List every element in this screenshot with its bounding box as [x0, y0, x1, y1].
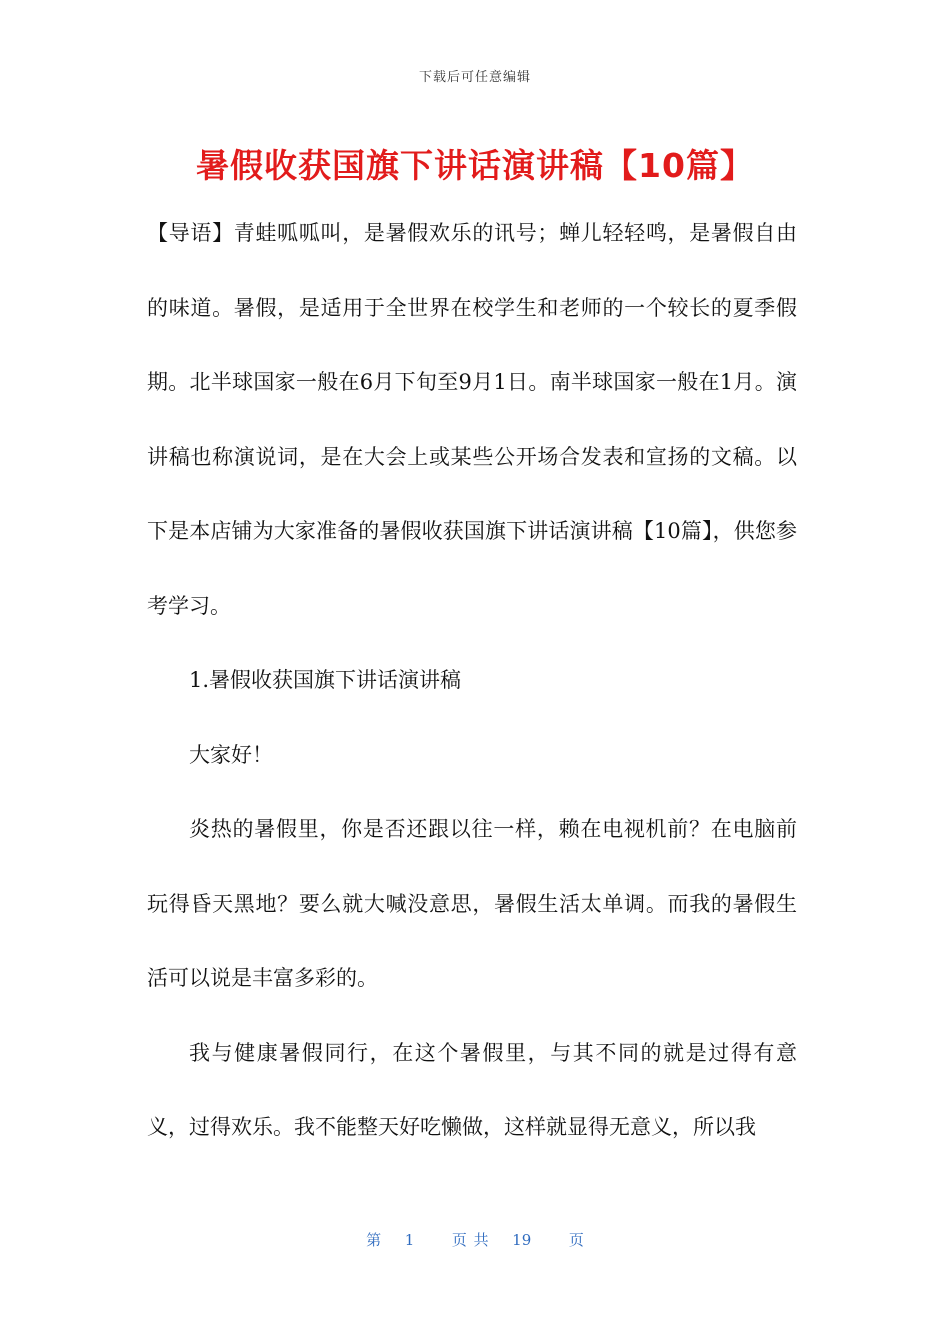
section-heading: 1.暑假收获国旗下讲话演讲稿 [189, 668, 462, 692]
greeting-paragraph: 大家好！ [189, 742, 273, 767]
body-paragraph-2: 我与健康暑假同行，在这个暑假里，与其不同的就是过得有意义，过得欢乐。我不能整天好吃懒做，这样就显得无意义，所以我 [147, 1040, 797, 1139]
intro-paragraph: 【导语】青蛙呱呱叫，是暑假欢乐的讯号；蝉儿轻轻鸣，是暑假自由的味道。暑假，是适用于全世界在校学生和老师的一个较长的夏季假期。北半球国家一般在6月下旬至9月1日。南半球国家一般在1月。演讲稿也称演说词，是在大会上或某些公开场合发表和宣扬的文稿。以下是本店铺为大家准备的暑假收获国旗下讲话演讲稿【10篇】，供您参考学习。 [147, 221, 797, 618]
footer-page-suffix: 页 [568, 1231, 584, 1249]
page-footer [0, 1229, 950, 1250]
footer-current-page: 1 [404, 1231, 415, 1249]
body-paragraph-1: 炎热的暑假里，你是否还跟以往一样，赖在电视机前？在电脑前玩得昏天黑地？要么就大喊没意思，暑假生活太单调。而我的暑假生活可以说是丰富多彩的。 [147, 817, 797, 990]
footer-page-label: 第 [366, 1231, 382, 1249]
page-header-note: 下载后可任意编辑 [418, 70, 531, 85]
footer-total-pages: 19 [512, 1231, 532, 1249]
footer-total-label: 页 共 [451, 1231, 489, 1249]
document-title: 暑假收获国旗下讲话演讲稿【10篇】 [196, 146, 754, 185]
document-body [147, 196, 797, 1165]
